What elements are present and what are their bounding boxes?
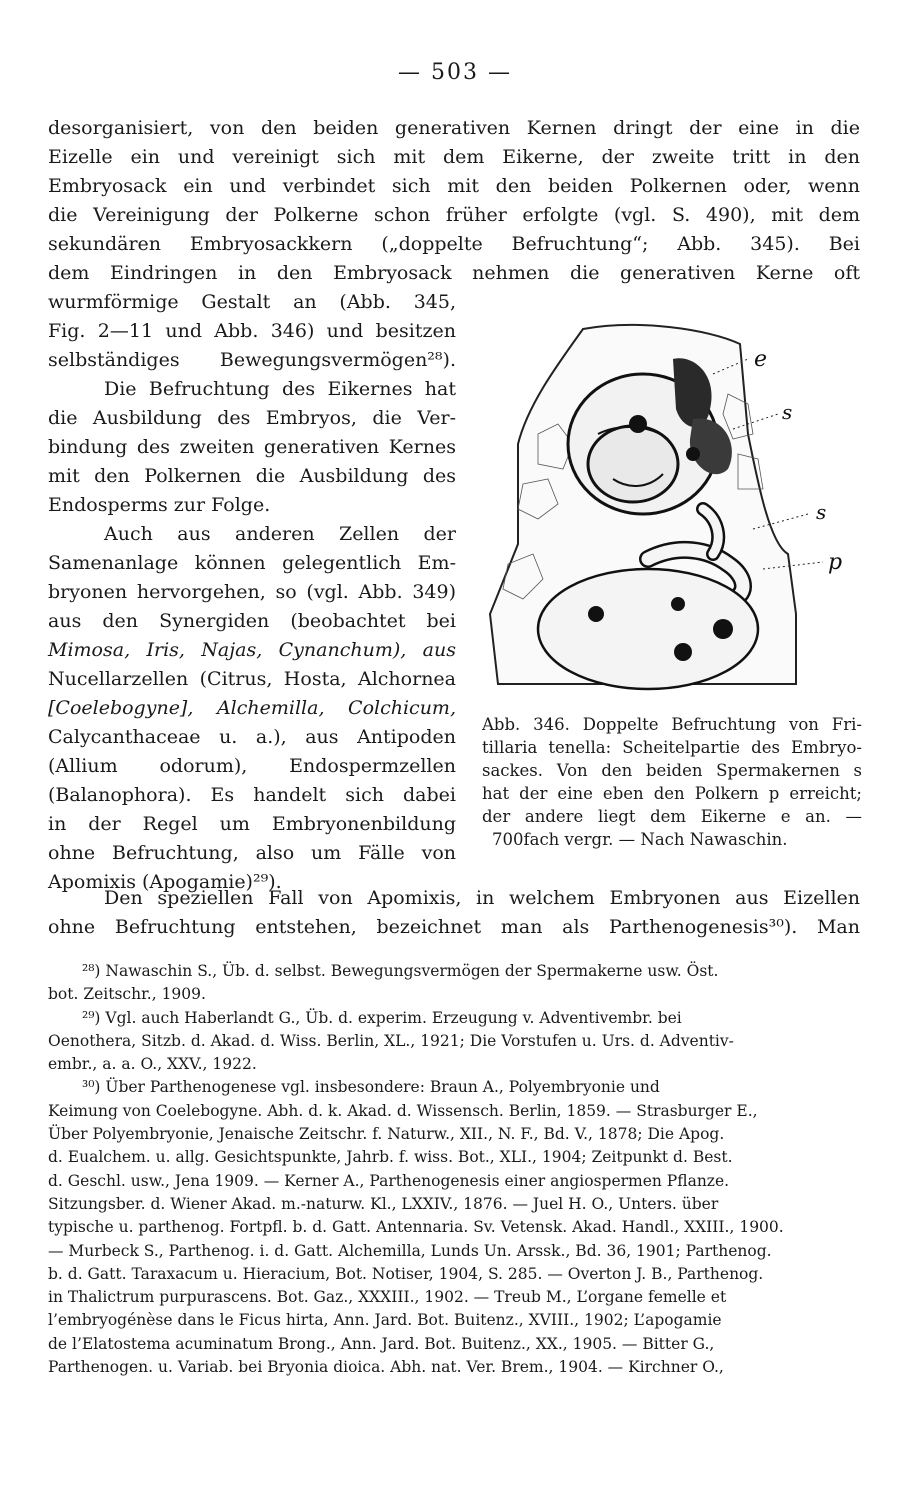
label-s-upper: s xyxy=(782,400,793,424)
footnote-line: in Thalictrum purpurascens. Bot. Gaz., XXXIII., 1902. — Treub M., L’organe femelle et xyxy=(48,1288,727,1307)
text-line: (Balanophora). Es handelt sich dabei xyxy=(48,784,456,806)
text-line: (Allium odorum), Endospermzellen xyxy=(48,755,456,777)
text-line: dem Eindringen in den Embryosack nehmen die generativen Kerne oft xyxy=(48,262,860,284)
text-line: Mimosa, Iris, Najas, Cynanchum), aus xyxy=(48,639,456,661)
text-line: Auch aus anderen Zellen der xyxy=(104,523,456,545)
text-line: Embryosack ein und verbindet sich mit den beiden Polkernen oder, wenn xyxy=(48,175,860,197)
text-line: Calycanthaceae u. a.), aus Antipoden xyxy=(48,726,456,748)
paragraph-narrow xyxy=(48,288,456,897)
footnote-line: ³⁰) Über Parthenogenese vgl. insbesondere: Braun A., Polyembryonie und xyxy=(82,1078,660,1097)
footnote-line: bot. Zeitschr., 1909. xyxy=(48,985,206,1004)
text-line: bryonen hervorgehen, so (vgl. Abb. 349) xyxy=(48,581,456,603)
text-line: ohne Befruchtung entstehen, bezeichnet man als Parthenogenesis³⁰). Man xyxy=(48,916,860,938)
label-p: p xyxy=(828,550,843,575)
footnote-line: d. Eualchem. u. allg. Gesichtspunkte, Jahrb. f. wiss. Bot., XLI., 1904; Zeitpunkt d. Best. xyxy=(48,1148,733,1167)
text-line: die Ausbildung des Embryos, die Ver- xyxy=(48,407,456,429)
caption-line: der andere liegt dem Eikerne e an. — xyxy=(482,807,862,826)
footnote-line: Sitzungsber. d. Wiener Akad. m.-naturw. Kl., LXXIV., 1876. — Juel H. O., Unters. über xyxy=(48,1194,719,1213)
text-line: selbständiges Bewegungsvermögen²⁸). xyxy=(48,349,456,371)
text-line: in der Regel um Embryonenbildung xyxy=(48,813,456,835)
caption-line: sackes. Von den beiden Spermakernen s xyxy=(482,761,862,780)
footnote-line: l’embryogénèse dans le Ficus hirta, Ann. Jard. Bot. Buitenz., XVIII., 1902; L’apogamie xyxy=(48,1311,722,1330)
label-e: e xyxy=(754,347,768,372)
text-line: Apomixis (Apogamie)²⁹). xyxy=(48,871,282,893)
text-line: mit den Polkernen die Ausbildung des xyxy=(48,465,456,487)
text-line: sekundären Embryosackkern („doppelte Befruchtung“; Abb. 345). Bei xyxy=(48,233,860,255)
footnote-line: Keimung von Coelebogyne. Abh. d. k. Akad. d. Wissensch. Berlin, 1859. — Strasburger E., xyxy=(48,1101,758,1120)
paragraph-bottom xyxy=(48,884,860,942)
figure-caption xyxy=(482,713,862,851)
caption-line: hat der eine eben den Polkern p erreicht; xyxy=(482,784,862,803)
text-line: wurmförmige Gestalt an (Abb. 345, xyxy=(48,291,456,313)
footnote-line: d. Geschl. usw., Jena 1909. — Kerner A., Parthenogenesis einer angiospermen Pflanze. xyxy=(48,1171,730,1190)
footnote-line: de l’Elatostema acuminatum Brong., Ann. Jard. Bot. Buitenz., XX., 1905. — Bitter G., xyxy=(48,1334,715,1353)
footnote-line: typische u. parthenog. Fortpfl. b. d. Gatt. Antennaria. Sv. Vetensk. Akad. Handl., XXIII., 1900. xyxy=(48,1218,784,1237)
footnote-line: embr., a. a. O., XXV., 1922. xyxy=(48,1055,257,1074)
text-line: Samenanlage können gelegentlich Em- xyxy=(48,552,456,574)
text-line: [Coelebogyne], Alchemilla, Colchicum, xyxy=(48,697,456,719)
page-number: — 503 — xyxy=(398,60,512,85)
text-line: Eizelle ein und vereinigt sich mit dem Eikerne, der zweite tritt in den xyxy=(48,146,860,168)
footnote-line: b. d. Gatt. Taraxacum u. Hieracium, Bot. Notiser, 1904, S. 285. — Overton J. B., Parthenog. xyxy=(48,1264,764,1283)
footnote-line: — Murbeck S., Parthenog. i. d. Gatt. Alchemilla, Lunds Un. Arssk., Bd. 36, 1901; Parthenog. xyxy=(48,1241,772,1260)
text-line: Die Befruchtung des Eikernes hat xyxy=(104,378,456,400)
text-line: Fig. 2—11 und Abb. 346) und besitzen xyxy=(48,320,456,342)
label-s-lower: s xyxy=(816,500,827,524)
text-line: Den speziellen Fall von Apomixis, in welchem Embryonen aus Eizellen xyxy=(104,887,860,909)
footnote-line: ²⁹) Vgl. auch Haberlandt G., Üb. d. experim. Erzeugung v. Adventivembr. bei xyxy=(82,1008,682,1027)
caption-line: tillaria tenella: Scheitelpartie des Embryo- xyxy=(482,738,862,757)
embryo-sac-illustration xyxy=(478,314,863,706)
caption-line: Abb. 346. Doppelte Befruchtung von Fri- xyxy=(482,715,862,734)
text-line: ohne Befruchtung, also um Fälle von xyxy=(48,842,456,864)
footnotes xyxy=(48,960,860,1379)
text-line: Endosperms zur Folge. xyxy=(48,494,271,516)
footnote-line: ²⁸) Nawaschin S., Üb. d. selbst. Bewegungsvermögen der Spermakerne usw. Öst. xyxy=(82,962,719,980)
text-line: bindung des zweiten generativen Kernes xyxy=(48,436,456,458)
text-line: die Vereinigung der Polkerne schon früher erfolgte (vgl. S. 490), mit dem xyxy=(48,204,860,226)
text-line: Nucellarzellen (Citrus, Hosta, Alchornea xyxy=(48,668,456,690)
paragraph-top xyxy=(48,114,860,288)
text-line: aus den Synergiden (beobachtet bei xyxy=(48,610,456,632)
caption-line: 700fach vergr. — Nach Nawaschin. xyxy=(492,830,788,849)
text-line: desorganisiert, von den beiden generativen Kernen dringt der eine in die xyxy=(48,117,860,139)
footnote-line: Über Polyembryonie, Jenaische Zeitschr. f. Naturw., XII., N. F., Bd. V., 1878; Die Apog. xyxy=(48,1125,725,1144)
footnote-line: Parthenogen. u. Variab. bei Bryonia dioica. Abh. nat. Ver. Brem., 1904. — Kirchner O., xyxy=(48,1358,724,1377)
footnote-line: Oenothera, Sitzb. d. Akad. d. Wiss. Berlin, XL., 1921; Die Vorstufen u. Urs. d. Adventiv- xyxy=(48,1031,734,1050)
